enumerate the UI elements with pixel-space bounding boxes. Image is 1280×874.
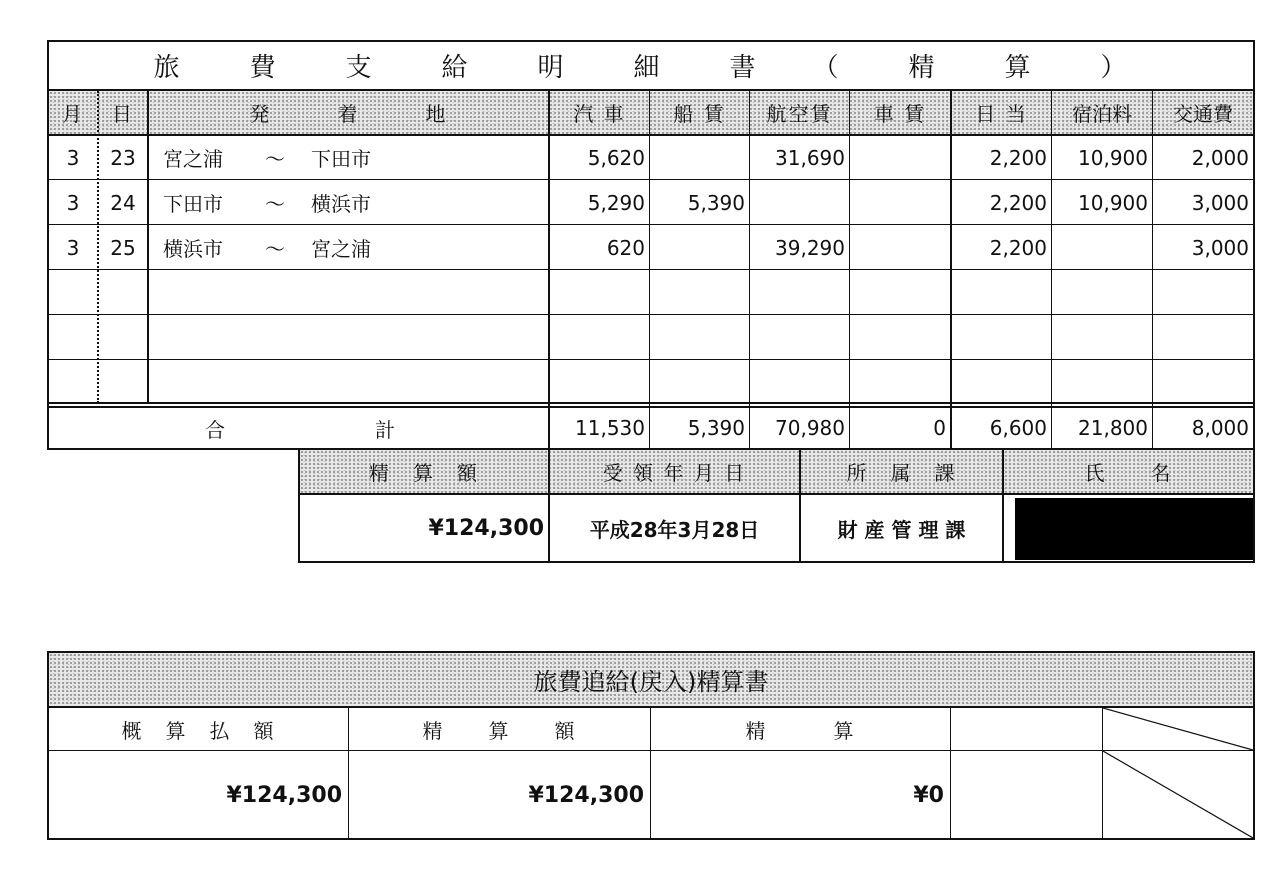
header-car: 車 賃	[873, 102, 927, 126]
department-value: 財 産 管 理 課	[837, 517, 966, 542]
advance-payment-value: ¥124,300	[226, 782, 342, 808]
row-to: 宮之浦	[311, 237, 371, 261]
header-settled-amount: 精 算 額	[422, 718, 577, 743]
supplement-title: 旅費追給(戻入)精算書	[533, 668, 769, 696]
header-route: 発 着 地	[249, 102, 448, 126]
row-air: 31,690	[775, 145, 845, 170]
row-air	[750, 181, 849, 224]
settled-amount-value: ¥124,300	[528, 782, 644, 808]
row-ship	[650, 136, 749, 179]
row-daily: 2,200	[989, 235, 1047, 260]
row-to: 横浜市	[311, 192, 371, 216]
settlement-diff-value: ¥0	[913, 782, 944, 808]
totals-label-1: 合	[205, 417, 225, 442]
header-transport: 交通費	[1173, 102, 1233, 126]
total-daily: 6,600	[989, 416, 1047, 440]
row-separator: ～	[265, 237, 285, 261]
row-transport: 2,000	[1191, 145, 1249, 170]
row-car	[850, 181, 950, 224]
received-date-value: 平成28年3月28日	[589, 517, 760, 542]
rule-row6	[47, 402, 1255, 404]
header-settlement-diff: 精 算	[745, 718, 856, 743]
total-car: 0	[933, 416, 946, 440]
row-month: 3	[66, 235, 80, 260]
header-lodging: 宿泊料	[1072, 102, 1132, 126]
header-air: 航空賃	[766, 102, 833, 126]
row-ship: 5,390	[687, 190, 745, 215]
settlement-amount-value: ¥124,300	[428, 515, 544, 541]
row-day: 23	[110, 145, 136, 170]
header-day: 日	[112, 102, 134, 126]
row-month: 3	[66, 145, 80, 170]
row-separator: ～	[265, 192, 285, 216]
total-transport: 8,000	[1191, 416, 1249, 440]
name-redaction	[1015, 498, 1253, 560]
header-train: 汽 車	[573, 102, 626, 126]
rule-row1	[47, 179, 1255, 180]
rule-day-route	[147, 91, 149, 404]
total-train: 11,530	[575, 416, 645, 440]
row-day: 24	[110, 190, 136, 215]
total-lodging: 21,800	[1078, 416, 1148, 440]
form-title: 旅 費 支 給 明 細 書 （ 精 算 ）	[153, 53, 1149, 83]
rule-supplement-header	[47, 750, 1255, 751]
header-settlement-amount: 精 算 額	[369, 461, 479, 485]
row-train: 5,290	[587, 190, 645, 215]
total-air: 70,980	[775, 416, 845, 440]
row-ship	[650, 226, 749, 269]
row-from: 宮之浦	[163, 147, 223, 171]
row-lodging: 10,900	[1078, 145, 1148, 170]
rule-supplement-3	[950, 708, 951, 838]
row-transport: 3,000	[1191, 190, 1249, 215]
header-ship: 船 賃	[673, 102, 726, 126]
row-transport: 3,000	[1191, 235, 1249, 260]
header-daily: 日 当	[975, 102, 1028, 126]
rule-row4	[47, 314, 1255, 315]
header-month: 月	[62, 102, 84, 126]
blank-cell-strike-lines	[1103, 708, 1253, 838]
total-ship: 5,390	[687, 416, 745, 440]
row-train: 620	[606, 235, 645, 260]
row-day: 25	[110, 235, 136, 260]
row-car	[850, 136, 950, 179]
header-advance-payment: 概 算 払 額	[121, 718, 276, 743]
header-name: 氏 名	[1084, 461, 1173, 485]
row-daily: 2,200	[989, 145, 1047, 170]
totals-label-2: 計	[375, 417, 395, 442]
row-lodging	[1052, 226, 1152, 269]
header-department: 所 属 課	[846, 461, 957, 485]
row-from: 下田市	[163, 192, 223, 216]
row-to: 下田市	[311, 147, 371, 171]
row-separator: ～	[265, 147, 285, 171]
row-lodging: 10,900	[1078, 190, 1148, 215]
rule-row2	[47, 224, 1255, 225]
header-received-date: 受 領 年 月 日	[602, 461, 747, 485]
rule-row3	[47, 269, 1255, 270]
rule-row5	[47, 359, 1255, 360]
row-month: 3	[66, 190, 80, 215]
row-train: 5,620	[587, 145, 645, 170]
row-daily: 2,200	[989, 190, 1047, 215]
row-air: 39,290	[775, 235, 845, 260]
row-from: 横浜市	[163, 237, 223, 261]
row-car	[850, 226, 950, 269]
